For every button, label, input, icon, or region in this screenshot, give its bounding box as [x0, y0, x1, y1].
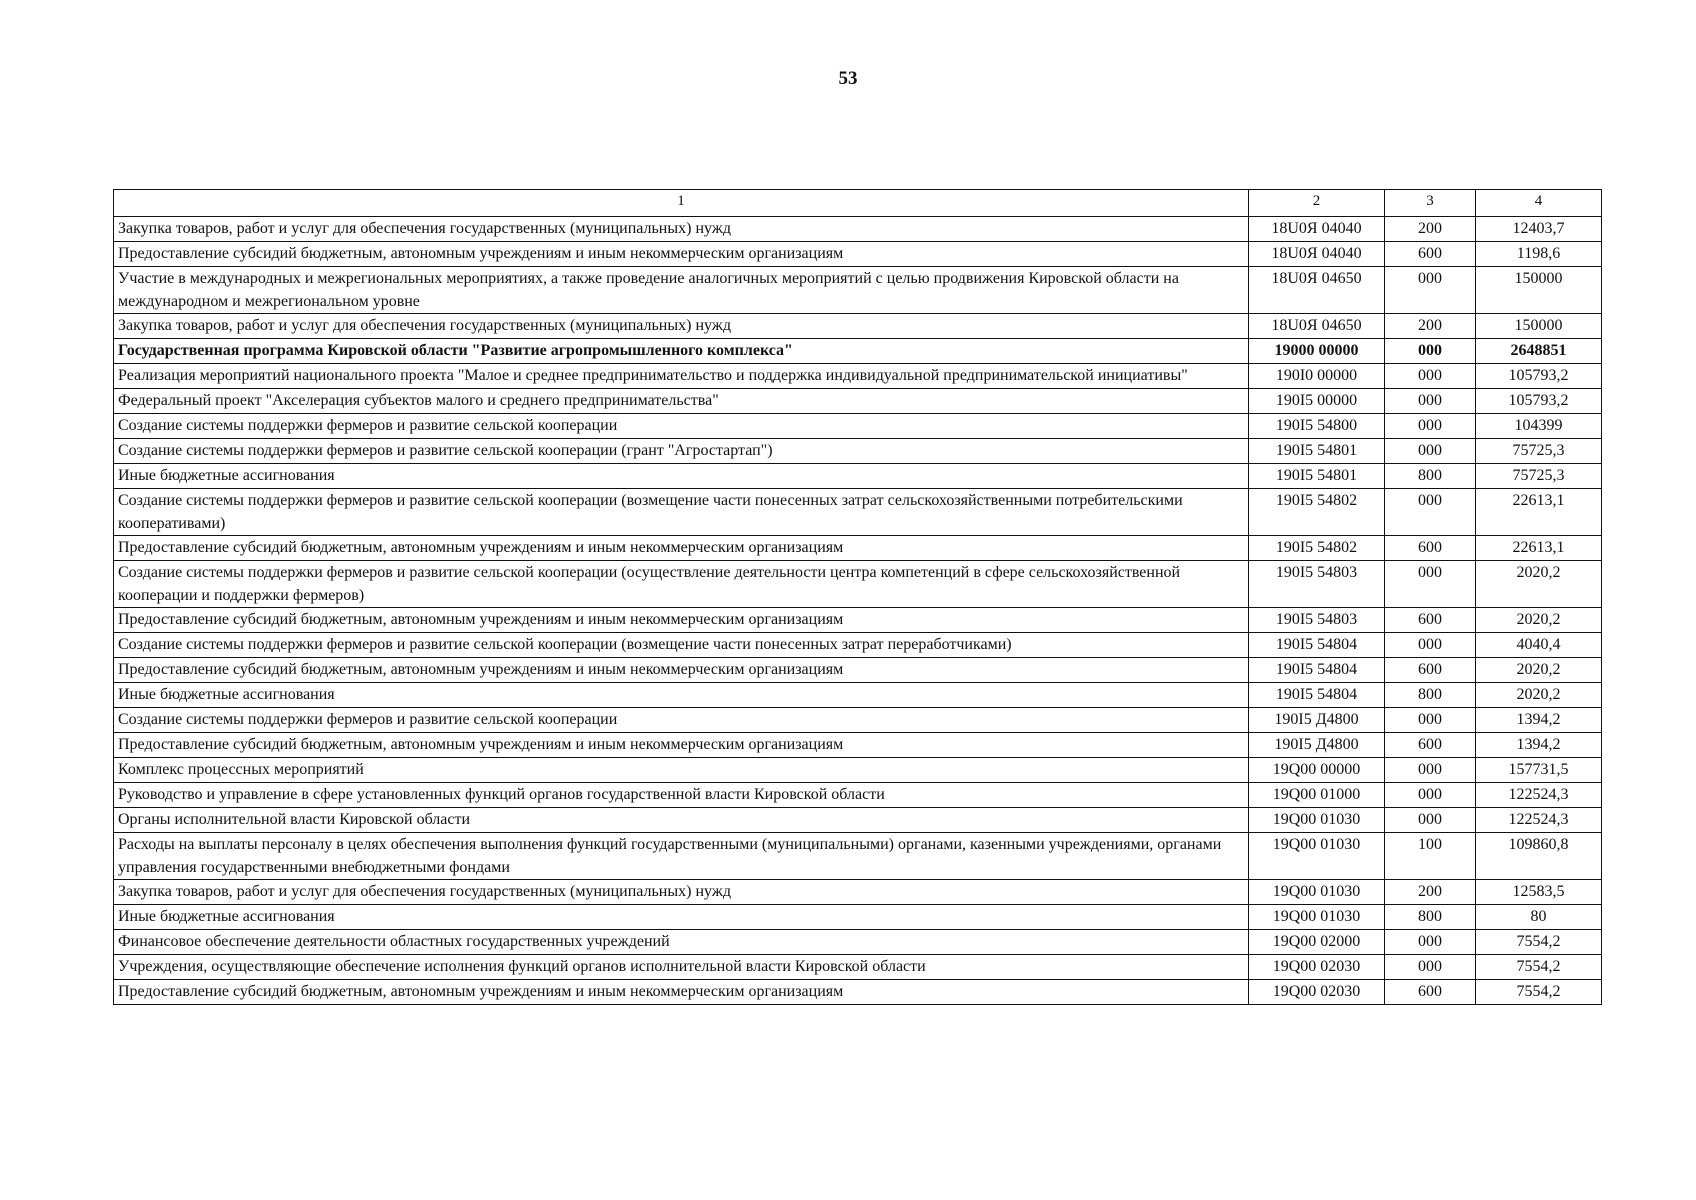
row-expense-type-cell: 000 — [1385, 708, 1476, 733]
table-row — [114, 833, 1602, 880]
table-row — [114, 267, 1602, 314]
table-row — [114, 339, 1602, 364]
row-expense-type-cell: 200 — [1385, 880, 1476, 905]
row-name-cell: Участие в международных и межрегиональных мероприятиях, а также проведение аналогичных мероприятий с целью продвижения Кировской области на международном и межрегиональном уровне — [114, 267, 1249, 314]
row-name-cell: Предоставление субсидий бюджетным, автономным учреждениям и иным некоммерческим организациям — [114, 980, 1249, 1005]
row-code-cell: 18U0Я 04650 — [1249, 314, 1385, 339]
table-row — [114, 364, 1602, 389]
row-code-cell: 190I5 54803 — [1249, 608, 1385, 633]
row-code-cell: 19Q00 02030 — [1249, 955, 1385, 980]
row-expense-type-cell: 600 — [1385, 242, 1476, 267]
row-expense-type-cell: 000 — [1385, 808, 1476, 833]
row-name-cell: Предоставление субсидий бюджетным, автономным учреждениям и иным некоммерческим организациям — [114, 536, 1249, 561]
row-expense-type-cell: 000 — [1385, 930, 1476, 955]
table-row — [114, 242, 1602, 267]
row-code-cell: 19Q00 01000 — [1249, 783, 1385, 808]
row-code-cell: 190I5 54804 — [1249, 683, 1385, 708]
table-row — [114, 733, 1602, 758]
table-row — [114, 930, 1602, 955]
row-code-cell: 19Q00 00000 — [1249, 758, 1385, 783]
row-expense-type-cell: 600 — [1385, 733, 1476, 758]
row-expense-type-cell: 600 — [1385, 980, 1476, 1005]
row-name-cell: Финансовое обеспечение деятельности областных государственных учреждений — [114, 930, 1249, 955]
row-code-cell: 18U0Я 04040 — [1249, 217, 1385, 242]
row-code-cell: 190I5 54801 — [1249, 439, 1385, 464]
table-header-row — [114, 190, 1602, 217]
row-amount-cell: 2020,2 — [1476, 683, 1602, 708]
row-name-cell: Создание системы поддержки фермеров и развитие сельской кооперации — [114, 414, 1249, 439]
table-row — [114, 389, 1602, 414]
row-amount-cell: 22613,1 — [1476, 536, 1602, 561]
row-amount-cell: 1198,6 — [1476, 242, 1602, 267]
row-name-cell: Создание системы поддержки фермеров и развитие сельской кооперации (грант "Агростартап") — [114, 439, 1249, 464]
row-code-cell: 190I5 Д4800 — [1249, 708, 1385, 733]
row-expense-type-cell: 000 — [1385, 758, 1476, 783]
table-row — [114, 217, 1602, 242]
row-amount-cell: 4040,4 — [1476, 633, 1602, 658]
row-name-cell: Создание системы поддержки фермеров и развитие сельской кооперации (возмещение части понесенных затрат переработчиками) — [114, 633, 1249, 658]
row-expense-type-cell: 200 — [1385, 314, 1476, 339]
row-name-cell: Иные бюджетные ассигнования — [114, 683, 1249, 708]
row-code-cell: 18U0Я 04650 — [1249, 267, 1385, 314]
row-name-cell: Предоставление субсидий бюджетным, автономным учреждениям и иным некоммерческим организациям — [114, 242, 1249, 267]
row-expense-type-cell: 800 — [1385, 905, 1476, 930]
column-header-3: 3 — [1385, 190, 1476, 217]
row-code-cell: 190I5 54802 — [1249, 536, 1385, 561]
row-amount-cell: 12403,7 — [1476, 217, 1602, 242]
row-amount-cell: 2020,2 — [1476, 608, 1602, 633]
row-name-cell: Закупка товаров, работ и услуг для обеспечения государственных (муниципальных) нужд — [114, 217, 1249, 242]
row-name-cell: Учреждения, осуществляющие обеспечение исполнения функций органов исполнительной власти Кировской области — [114, 955, 1249, 980]
table-row — [114, 658, 1602, 683]
row-expense-type-cell: 000 — [1385, 489, 1476, 536]
row-amount-cell: 2020,2 — [1476, 561, 1602, 608]
table-row — [114, 633, 1602, 658]
row-amount-cell: 7554,2 — [1476, 980, 1602, 1005]
row-code-cell: 190I5 54804 — [1249, 658, 1385, 683]
row-code-cell: 190I5 54802 — [1249, 489, 1385, 536]
row-code-cell: 19Q00 01030 — [1249, 880, 1385, 905]
row-amount-cell: 122524,3 — [1476, 783, 1602, 808]
row-name-cell: Расходы на выплаты персоналу в целях обеспечения выполнения функций государственными (муниципальными) органами, казенными учреждениями, органами управления государственными внебюджетными фондами — [114, 833, 1249, 880]
page-number: 53 — [838, 68, 858, 89]
row-amount-cell: 150000 — [1476, 267, 1602, 314]
table-row — [114, 980, 1602, 1005]
row-name-cell: Иные бюджетные ассигнования — [114, 464, 1249, 489]
row-amount-cell: 22613,1 — [1476, 489, 1602, 536]
row-code-cell: 19Q00 01030 — [1249, 905, 1385, 930]
row-name-cell: Предоставление субсидий бюджетным, автономным учреждениям и иным некоммерческим организациям — [114, 733, 1249, 758]
row-expense-type-cell: 000 — [1385, 633, 1476, 658]
row-amount-cell: 122524,3 — [1476, 808, 1602, 833]
row-amount-cell: 105793,2 — [1476, 389, 1602, 414]
row-code-cell: 190I5 00000 — [1249, 389, 1385, 414]
table-row — [114, 758, 1602, 783]
row-code-cell: 190I5 54804 — [1249, 633, 1385, 658]
row-amount-cell: 1394,2 — [1476, 708, 1602, 733]
row-code-cell: 190I5 54801 — [1249, 464, 1385, 489]
table-row — [114, 439, 1602, 464]
row-code-cell: 19Q00 01030 — [1249, 808, 1385, 833]
row-amount-cell: 105793,2 — [1476, 364, 1602, 389]
row-name-cell: Создание системы поддержки фермеров и развитие сельской кооперации (осуществление деятельности центра компетенций в сфере сельскохозяйственной кооперации и поддержки фермеров) — [114, 561, 1249, 608]
table-row — [114, 955, 1602, 980]
row-expense-type-cell: 000 — [1385, 414, 1476, 439]
row-name-cell: Создание системы поддержки фермеров и развитие сельской кооперации — [114, 708, 1249, 733]
table-row — [114, 489, 1602, 536]
row-code-cell: 190I0 00000 — [1249, 364, 1385, 389]
table-row — [114, 608, 1602, 633]
row-code-cell: 190I5 54803 — [1249, 561, 1385, 608]
row-amount-cell: 12583,5 — [1476, 880, 1602, 905]
column-header-1: 1 — [114, 190, 1249, 217]
table-row — [114, 561, 1602, 608]
row-expense-type-cell: 600 — [1385, 608, 1476, 633]
row-name-cell: Закупка товаров, работ и услуг для обеспечения государственных (муниципальных) нужд — [114, 880, 1249, 905]
row-amount-cell: 80 — [1476, 905, 1602, 930]
row-name-cell: Федеральный проект "Акселерация субъектов малого и среднего предпринимательства" — [114, 389, 1249, 414]
row-amount-cell: 1394,2 — [1476, 733, 1602, 758]
row-name-cell: Руководство и управление в сфере установленных функций органов государственной власти Кировской области — [114, 783, 1249, 808]
row-amount-cell: 75725,3 — [1476, 439, 1602, 464]
row-expense-type-cell: 800 — [1385, 464, 1476, 489]
row-name-cell: Комплекс процессных мероприятий — [114, 758, 1249, 783]
row-expense-type-cell: 200 — [1385, 217, 1476, 242]
row-expense-type-cell: 000 — [1385, 364, 1476, 389]
row-expense-type-cell: 000 — [1385, 267, 1476, 314]
row-name-cell: Предоставление субсидий бюджетным, автономным учреждениям и иным некоммерческим организациям — [114, 608, 1249, 633]
budget-table — [113, 189, 1602, 1005]
row-amount-cell: 2648851 — [1476, 339, 1602, 364]
row-name-cell: Закупка товаров, работ и услуг для обеспечения государственных (муниципальных) нужд — [114, 314, 1249, 339]
row-name-cell: Органы исполнительной власти Кировской области — [114, 808, 1249, 833]
row-expense-type-cell: 800 — [1385, 683, 1476, 708]
row-code-cell: 19000 00000 — [1249, 339, 1385, 364]
row-expense-type-cell: 600 — [1385, 658, 1476, 683]
row-code-cell: 19Q00 01030 — [1249, 833, 1385, 880]
row-expense-type-cell: 000 — [1385, 339, 1476, 364]
row-code-cell: 19Q00 02030 — [1249, 980, 1385, 1005]
row-name-cell: Создание системы поддержки фермеров и развитие сельской кооперации (возмещение части понесенных затрат сельскохозяйственными потребительскими кооперативами) — [114, 489, 1249, 536]
row-code-cell: 18U0Я 04040 — [1249, 242, 1385, 267]
table-body — [114, 217, 1602, 1005]
table-row — [114, 783, 1602, 808]
row-amount-cell: 150000 — [1476, 314, 1602, 339]
row-expense-type-cell: 600 — [1385, 536, 1476, 561]
row-name-cell: Государственная программа Кировской области "Развитие агропромышленного комплекса" — [114, 339, 1249, 364]
row-amount-cell: 7554,2 — [1476, 930, 1602, 955]
table-row — [114, 414, 1602, 439]
row-expense-type-cell: 000 — [1385, 389, 1476, 414]
row-amount-cell: 7554,2 — [1476, 955, 1602, 980]
row-code-cell: 190I5 Д4800 — [1249, 733, 1385, 758]
table-row — [114, 683, 1602, 708]
row-expense-type-cell: 000 — [1385, 439, 1476, 464]
row-expense-type-cell: 000 — [1385, 561, 1476, 608]
row-amount-cell: 75725,3 — [1476, 464, 1602, 489]
table-row — [114, 708, 1602, 733]
table-row — [114, 905, 1602, 930]
row-name-cell: Реализация мероприятий национального проекта "Малое и среднее предпринимательство и поддержка индивидуальной предпринимательской инициативы" — [114, 364, 1249, 389]
row-name-cell: Иные бюджетные ассигнования — [114, 905, 1249, 930]
table-row — [114, 880, 1602, 905]
row-amount-cell: 109860,8 — [1476, 833, 1602, 880]
row-amount-cell: 157731,5 — [1476, 758, 1602, 783]
row-name-cell: Предоставление субсидий бюджетным, автономным учреждениям и иным некоммерческим организациям — [114, 658, 1249, 683]
row-code-cell: 19Q00 02000 — [1249, 930, 1385, 955]
table-row — [114, 536, 1602, 561]
table-row — [114, 808, 1602, 833]
row-code-cell: 190I5 54800 — [1249, 414, 1385, 439]
row-expense-type-cell: 000 — [1385, 783, 1476, 808]
column-header-4: 4 — [1476, 190, 1602, 217]
table-row — [114, 464, 1602, 489]
column-header-2: 2 — [1249, 190, 1385, 217]
table-row — [114, 314, 1602, 339]
row-expense-type-cell: 000 — [1385, 955, 1476, 980]
row-expense-type-cell: 100 — [1385, 833, 1476, 880]
row-amount-cell: 104399 — [1476, 414, 1602, 439]
row-amount-cell: 2020,2 — [1476, 658, 1602, 683]
